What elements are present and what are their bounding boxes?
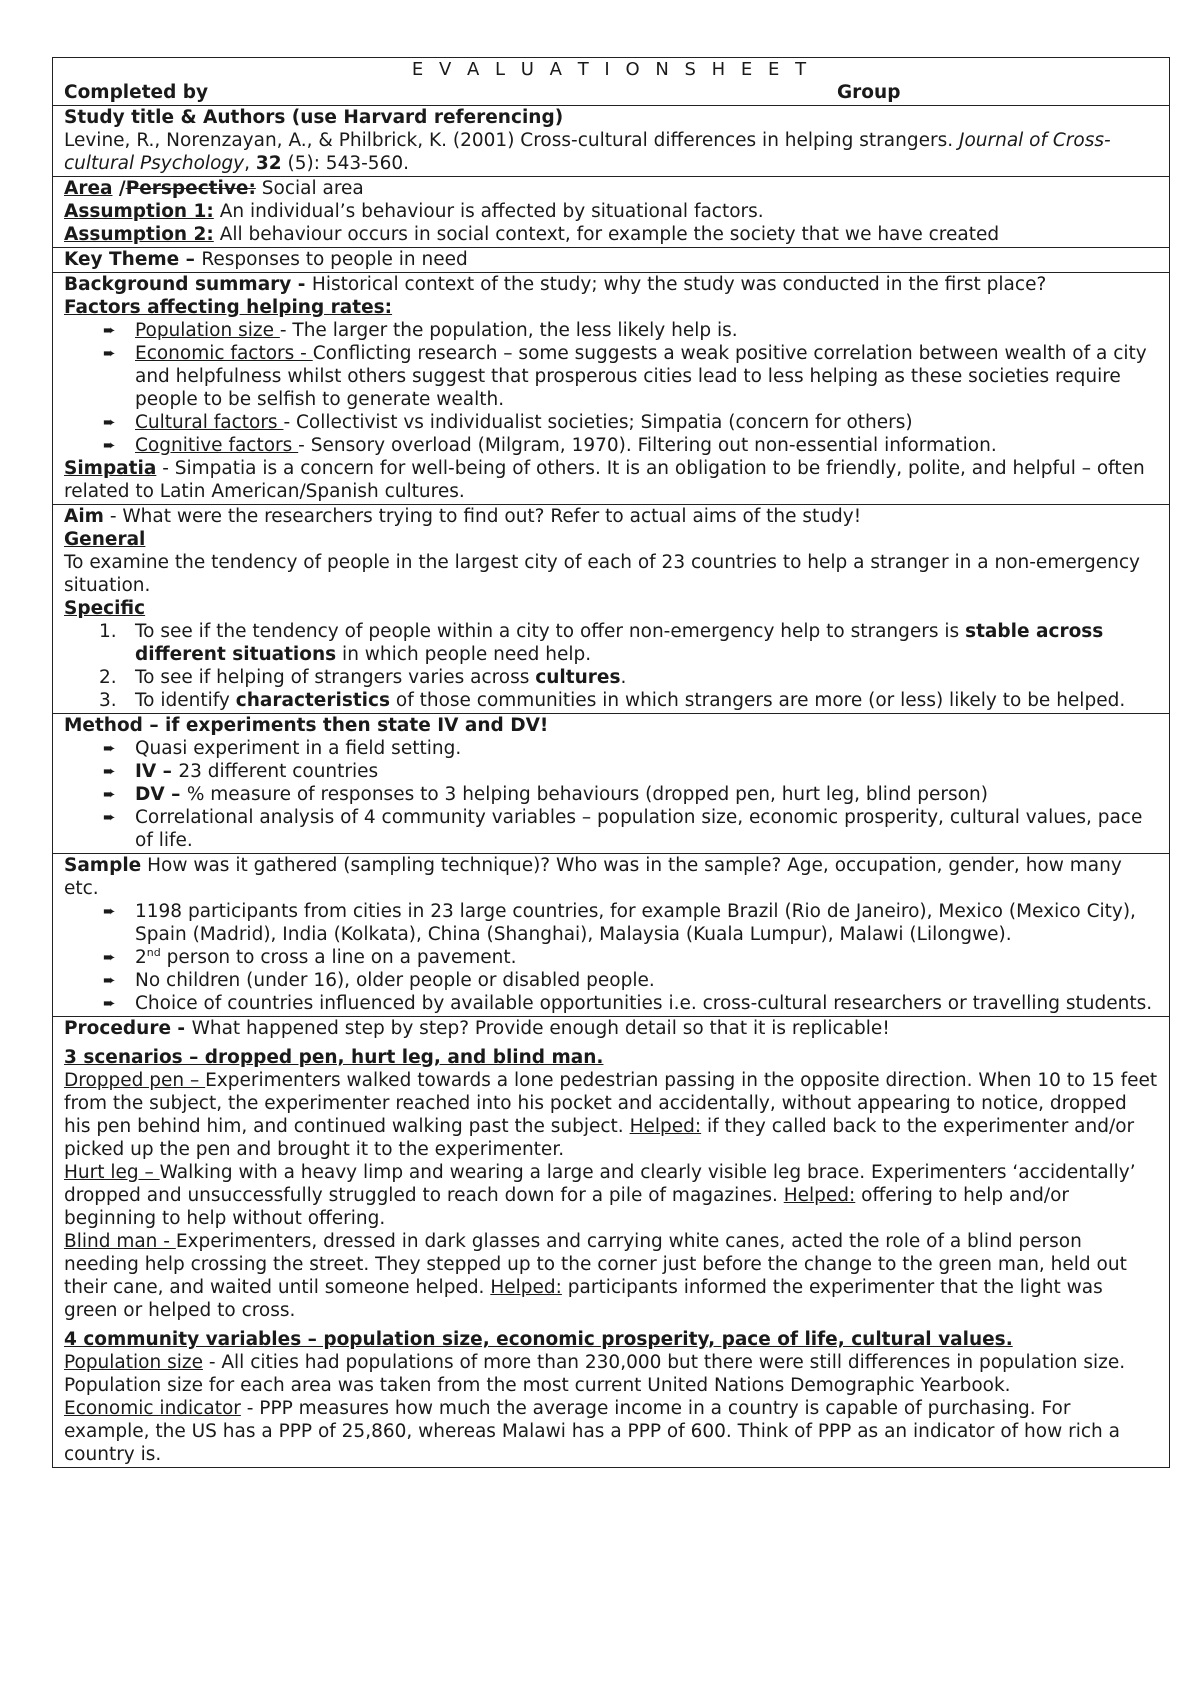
ordinal-number: 2 xyxy=(135,947,147,968)
arrow-bullet-icon: ➨ xyxy=(103,902,116,920)
specific-heading: Specific xyxy=(64,598,146,619)
method-label: IV – xyxy=(135,761,179,782)
key-theme-row xyxy=(53,248,1170,273)
arrow-bullet-icon: ➨ xyxy=(103,321,116,339)
ref-journal: Journal of Cross-cultural Psychology xyxy=(64,130,1111,174)
blind-man-label: Blind man - xyxy=(64,1231,176,1252)
aim-text: To see if helping of strangers varies across xyxy=(135,667,536,688)
population-paragraph xyxy=(64,1351,1159,1397)
ref-sep: , xyxy=(244,153,256,174)
ordinal-suffix: nd xyxy=(146,945,161,959)
assumption-1 xyxy=(64,200,1159,223)
arrow-bullet-icon: ➨ xyxy=(103,948,116,966)
factor-text: - Collectivist vs individualist societies; Simpatia (concern for others) xyxy=(283,412,913,433)
helped-label: Helped: xyxy=(490,1277,562,1298)
method-label: DV – xyxy=(135,784,187,805)
aim-prompt: - What were the researchers trying to find out? Refer to actual aims of the study! xyxy=(103,506,862,527)
arrow-bullet-icon: ➨ xyxy=(103,739,116,757)
method-heading: Method – if experiments then state IV and DV! xyxy=(64,715,549,736)
assumption-2-text: All behaviour occurs in social context, for example the society that we have created xyxy=(213,224,1000,245)
area-row xyxy=(53,177,1170,248)
sample-text: person to cross a line on a pavement. xyxy=(160,947,517,968)
helped-label: Helped: xyxy=(629,1116,702,1137)
study-heading: Study title & Authors (use Harvard referencing) xyxy=(64,107,564,128)
economic-label: Economic indicator xyxy=(64,1398,241,1419)
aim-row xyxy=(53,505,1170,714)
general-text: To examine the tendency of people in the largest city of each of 23 countries to help a stranger in a non-emergency situation. xyxy=(64,552,1140,596)
procedure-label: Procedure - xyxy=(64,1018,192,1039)
helped-text: if they called back to the experimenter and/or picked up the pen and brought it to the experimenter. xyxy=(64,1116,1135,1160)
background-prompt: Historical context of the study; why the study was conducted in the first place? xyxy=(311,274,1047,295)
sample-text: Choice of countries influenced by available opportunities i.e. cross-cultural researchers or travelling students. xyxy=(135,993,1153,1014)
factor-label: Cognitive factors xyxy=(135,435,299,456)
dropped-pen-text: Experimenters walked towards a lone pedestrian passing in the opposite direction. When 10 to 15 feet from the subject, the experimenter reached into his pocket and accidentally, without appearing to notice, dropped his pen behind him, and continued walking past the subject. xyxy=(64,1070,1158,1137)
method-text: % measure of responses to 3 helping behaviours (dropped pen, hurt leg, blind person) xyxy=(186,784,988,805)
specific-aims-list xyxy=(64,620,1159,712)
factor-text: Conflicting research – some suggests a weak positive correlation between wealth of a city and helpfulness whilst others suggest that prosperous cities lead to less helping as these societies require people to be selfish to generate wealth. xyxy=(135,343,1147,410)
method-text: 23 different countries xyxy=(178,761,379,782)
hurt-leg-text: Walking with a heavy limp and wearing a large and clearly visible leg brace. Experimenters ‘accidentally’ dropped and unsuccessfully struggled to reach down for a pile of magazines. xyxy=(64,1162,1136,1206)
assumption-1-text: An individual’s behaviour is affected by situational factors. xyxy=(213,201,764,222)
list-item xyxy=(64,900,1159,946)
sample-heading xyxy=(64,854,1159,900)
arrow-bullet-icon: ➨ xyxy=(103,785,116,803)
list-item xyxy=(64,783,1159,806)
procedure-row xyxy=(53,1017,1170,1468)
dropped-pen-label: Dropped pen – xyxy=(64,1070,206,1091)
economic-text: - PPP measures how much the average income in a country is capable of purchasing. For example, the US has a PPP of 25,860, whereas Malawi has a PPP of 600. Think of PPP as an indicator of how rich a country is. xyxy=(64,1398,1120,1465)
completed-by-label: Completed by xyxy=(64,82,209,103)
simpatia-paragraph xyxy=(64,457,1159,503)
sheet-title: E V A L U A T I O N S H E E T xyxy=(411,59,812,80)
dropped-pen-paragraph xyxy=(64,1069,1159,1161)
sample-text: No children (under 16), older people or disabled people. xyxy=(135,970,655,991)
arrow-bullet-icon: ➨ xyxy=(103,344,116,362)
population-text: - All cities had populations of more than 230,000 but there were still differences in population size. Population size for each area was taken from the most current United Nations Demographic Yearbook. xyxy=(64,1352,1126,1396)
aim-emphasis: stable across different situations xyxy=(135,621,1104,665)
method-list xyxy=(64,737,1159,852)
factors-heading: Factors affecting helping rates: xyxy=(64,297,393,318)
list-item xyxy=(64,689,1159,712)
perspective-label: Perspective: xyxy=(125,178,256,199)
scenarios-heading: 3 scenarios – dropped pen, hurt leg, and blind man. xyxy=(64,1047,604,1068)
helped-label: Helped: xyxy=(783,1185,856,1206)
background-cell xyxy=(53,273,1170,505)
item-number: 1. xyxy=(99,621,117,642)
completed-by-row xyxy=(64,81,1159,104)
aim-text-end: in which people need help. xyxy=(336,644,592,665)
list-item xyxy=(64,806,1159,852)
factor-text: - Sensory overload (Milgram, 1970). Filtering out non-essential information. xyxy=(298,435,997,456)
list-item xyxy=(64,946,1159,969)
list-item xyxy=(64,737,1159,760)
method-cell xyxy=(53,714,1170,854)
study-reference xyxy=(64,129,1159,175)
procedure-prompt: What happened step by step? Provide enough detail so that it is replicable! xyxy=(191,1018,890,1039)
area-line xyxy=(64,177,1159,200)
procedure-heading xyxy=(64,1017,1159,1040)
aim-label: Aim xyxy=(64,506,104,527)
list-item xyxy=(64,342,1159,411)
list-item xyxy=(64,666,1159,689)
area-label: Area xyxy=(64,178,113,199)
study-cell xyxy=(53,106,1170,177)
sample-cell xyxy=(53,854,1170,1017)
list-item xyxy=(64,620,1159,666)
background-row xyxy=(53,273,1170,505)
area-slash: / xyxy=(112,178,126,199)
list-item xyxy=(64,411,1159,434)
aim-heading xyxy=(64,505,1159,528)
method-text: Quasi experiment in a field setting. xyxy=(135,738,462,759)
aim-text: To identify xyxy=(135,690,236,711)
group-label: Group xyxy=(837,82,901,103)
aim-text-end: of those communities in which strangers are more (or less) likely to be helped. xyxy=(390,690,1126,711)
key-theme-text: Responses to people in need xyxy=(201,249,468,270)
general-heading: General xyxy=(64,529,146,550)
header-row xyxy=(53,58,1170,106)
arrow-bullet-icon: ➨ xyxy=(103,808,116,826)
simpatia-label: Simpatia xyxy=(64,458,157,479)
factor-label: Cultural factors xyxy=(135,412,284,433)
economic-paragraph xyxy=(64,1397,1159,1466)
list-item xyxy=(64,434,1159,457)
list-item xyxy=(64,760,1159,783)
aim-text-end: . xyxy=(620,667,627,688)
ref-rest: (5): 543-560. xyxy=(281,153,409,174)
assumption-2 xyxy=(64,223,1159,246)
blind-man-text: Experimenters, dressed in dark glasses and carrying white canes, acted the role of a blind person needing help crossing the street. They stepped up to the corner just before the change to the green man, held out their cane, and waited until someone helped. xyxy=(64,1231,1127,1298)
sample-list xyxy=(64,900,1159,1015)
list-item xyxy=(64,319,1159,342)
item-number: 2. xyxy=(99,667,117,688)
sample-text: 1198 participants from cities in 23 large countries, for example Brazil (Rio de Janeiro), Mexico (Mexico City), Spain (Madrid), India (Kolkata), China (Shanghai), Malaysia (Kuala Lumpur), Malawi (Lilongwe). xyxy=(135,901,1136,945)
list-item xyxy=(64,992,1159,1015)
variables-heading: 4 community variables – population size, economic prosperity, pace of life, cultural values. xyxy=(64,1329,1013,1350)
arrow-bullet-icon: ➨ xyxy=(103,436,116,454)
factor-text: - The larger the population, the less likely help is. xyxy=(279,320,738,341)
background-heading xyxy=(64,273,1159,296)
simpatia-text: - Simpatia is a concern for well-being of others. It is an obligation to be friendly, polite, and helpful – often related to Latin American/Spanish cultures. xyxy=(64,458,1145,502)
ref-volume: 32 xyxy=(255,153,282,174)
aim-emphasis: characteristics xyxy=(235,690,390,711)
key-theme-cell xyxy=(53,248,1170,273)
background-label: Background summary - xyxy=(64,274,312,295)
method-text: Correlational analysis of 4 community variables – population size, economic prosperity, cultural values, pace of life. xyxy=(135,807,1143,851)
helped-text: offering to help and/or beginning to help without offering. xyxy=(64,1185,1069,1229)
factor-label: Economic factors - xyxy=(135,343,313,364)
assumption-2-label: Assumption 2: xyxy=(64,224,214,245)
area-value: Social area xyxy=(255,178,364,199)
hurt-leg-label: Hurt leg – xyxy=(64,1162,160,1183)
aim-cell xyxy=(53,505,1170,714)
area-cell xyxy=(53,177,1170,248)
aim-text: To see if the tendency of people within a city to offer non-emergency help to strangers is xyxy=(135,621,966,642)
hurt-leg-paragraph xyxy=(64,1161,1159,1230)
aim-emphasis: cultures xyxy=(535,667,621,688)
sample-label: Sample xyxy=(64,855,142,876)
helped-text: participants informed the experimenter that the light was green or helped to cross. xyxy=(64,1277,1103,1321)
sample-row xyxy=(53,854,1170,1017)
item-number: 3. xyxy=(99,690,117,711)
sample-prompt: How was it gathered (sampling technique)? Who was in the sample? Age, occupation, gender, how many etc. xyxy=(64,855,1122,899)
key-theme-label: Key Theme – xyxy=(64,249,202,270)
assumption-1-label: Assumption 1: xyxy=(64,201,214,222)
ref-authors: Levine, R., Norenzayan, A., & Philbrick, K. (2001) Cross-cultural differences in helping strangers. xyxy=(64,130,959,151)
factors-list xyxy=(64,319,1159,457)
study-row xyxy=(53,106,1170,177)
method-row xyxy=(53,714,1170,854)
list-item xyxy=(64,969,1159,992)
factor-label: Population size xyxy=(135,320,280,341)
procedure-cell xyxy=(53,1017,1170,1468)
arrow-bullet-icon: ➨ xyxy=(103,762,116,780)
evaluation-sheet-table xyxy=(52,57,1170,1468)
population-label: Population size xyxy=(64,1352,203,1373)
blind-man-paragraph xyxy=(64,1230,1159,1322)
header-cell xyxy=(53,58,1170,106)
arrow-bullet-icon: ➨ xyxy=(103,994,116,1012)
arrow-bullet-icon: ➨ xyxy=(103,413,116,431)
arrow-bullet-icon: ➨ xyxy=(103,971,116,989)
